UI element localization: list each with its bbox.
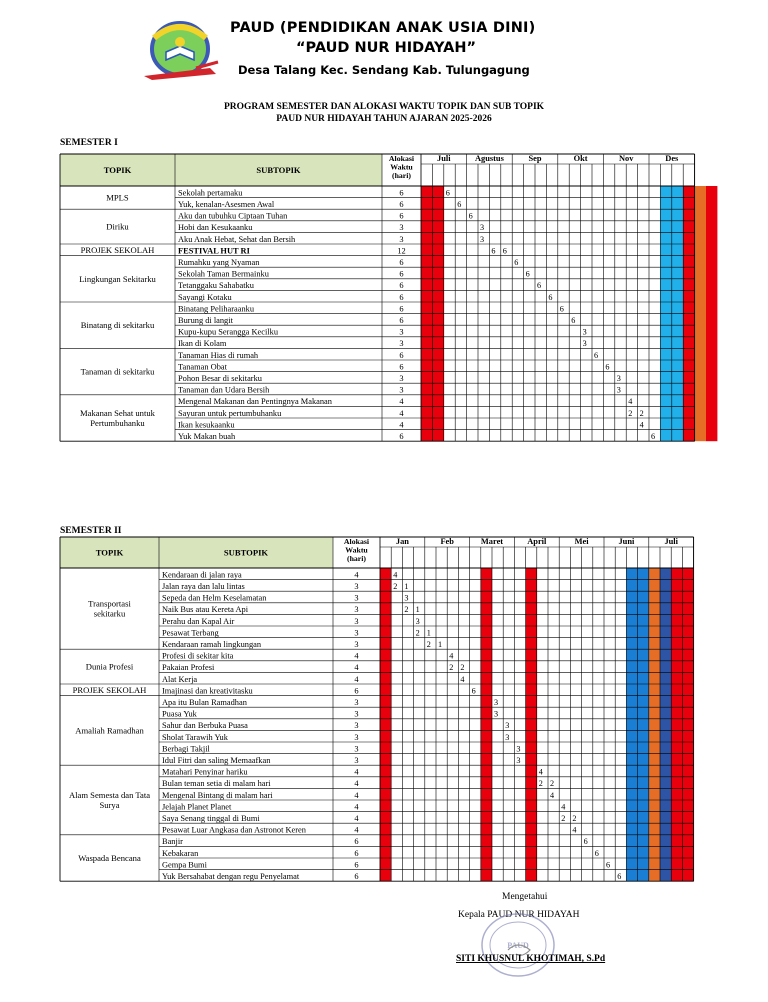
sem2-mark-24-19: 6 bbox=[594, 848, 599, 858]
sem2-mark-8-6: 2 bbox=[449, 663, 454, 673]
sem1-subtopik-17: Tanaman dan Udara Bersih bbox=[178, 385, 270, 395]
sem1-mark-11-13: 6 bbox=[571, 316, 576, 325]
sem2-days-9: 4 bbox=[354, 674, 359, 684]
sem2-week-fill-0 bbox=[380, 568, 391, 881]
sem1-days-7: 6 bbox=[399, 269, 404, 279]
sem2-mark-25-20: 6 bbox=[606, 860, 611, 870]
sem1-topik-5: Tanaman di sekitarku bbox=[80, 366, 155, 377]
sem1-mark-14-15: 6 bbox=[594, 350, 599, 360]
sem1-days-21: 6 bbox=[399, 432, 404, 441]
sem2-days-1: 3 bbox=[354, 582, 359, 591]
sem2-month-6: Juli bbox=[664, 537, 678, 546]
sem1-mark-5-6: 6 bbox=[491, 246, 496, 256]
sem1-mark-21-20: 6 bbox=[651, 432, 656, 441]
sem2-topik-2: PROJEK SEKOLAH bbox=[72, 684, 147, 695]
sem2-mark-4-3: 3 bbox=[415, 616, 420, 626]
sem1-mark-1-3: 6 bbox=[457, 200, 462, 209]
sem2-subtopik-2: Sepeda dan Helm Keselamatan bbox=[162, 593, 267, 603]
sem2-subtopik-15: Berbagi Takjil bbox=[162, 744, 210, 754]
sem2-topik-4: Alam Semesta dan Tata bbox=[68, 790, 151, 800]
sem2-days-25: 6 bbox=[354, 860, 359, 870]
sem1-days-15: 6 bbox=[399, 362, 404, 372]
sem1-subtopik-21: Yuk Makan buah bbox=[178, 432, 236, 441]
sem2-mark-6-4: 2 bbox=[426, 640, 431, 649]
sem2-week-fill-25 bbox=[660, 568, 671, 881]
sem2-subtopik-9: Alat Kerja bbox=[162, 674, 198, 684]
sem2-mark-13-11: 3 bbox=[505, 721, 510, 731]
sem2-week-fill-26 bbox=[671, 568, 682, 881]
sem1-mark-16-17: 3 bbox=[616, 374, 621, 383]
sem2-days-15: 3 bbox=[354, 744, 359, 754]
principal-name: SITI KHUSNUL KHOTIMAH, S.Pd bbox=[456, 954, 606, 964]
sem2-header-alokasi: Alokasi bbox=[343, 537, 370, 546]
sem1-subtopik-10: Binatang Peliharaanku bbox=[178, 304, 255, 314]
sem1-subtopik-3: Hobi dan Kesukaanku bbox=[178, 223, 253, 233]
sem1-mark-3-5: 3 bbox=[480, 223, 485, 233]
sem2-month-0: Jan bbox=[395, 537, 409, 546]
sem2-mark-11-10: 3 bbox=[494, 698, 499, 707]
sem2-month-2: Maret bbox=[480, 537, 504, 546]
sem2-days-7: 4 bbox=[354, 651, 359, 661]
sem1-topik-3: Lingkungan Sekitarku bbox=[79, 273, 156, 284]
sem2-days-14: 3 bbox=[354, 732, 359, 742]
sem1-days-19: 4 bbox=[399, 408, 404, 418]
school-address: Desa Talang Kec. Sendang Kab. Tulungagung bbox=[238, 63, 530, 77]
sem2-subtopik-6: Kendaraan ramah lingkungan bbox=[162, 640, 262, 649]
sem1-subtopik-12: Kupu-kupu Serangga Kecilku bbox=[178, 327, 279, 337]
sem2-days-3: 3 bbox=[354, 605, 359, 615]
sem2-topik-4: Surya bbox=[99, 800, 120, 810]
sem1-topik-6: Makanan Sehat untuk bbox=[80, 408, 155, 418]
sem1-mark-10-12: 6 bbox=[559, 304, 564, 314]
sem2-days-23: 6 bbox=[354, 837, 359, 847]
sem1-subtopik-20: Ikan kesukaanku bbox=[178, 420, 235, 430]
sem1-days-13: 3 bbox=[399, 339, 404, 349]
sem2-days-17: 4 bbox=[354, 767, 359, 777]
sem2-mark-9-7: 4 bbox=[460, 674, 465, 684]
sem2-subtopik-10: Imajinasi dan kreativitasku bbox=[162, 686, 253, 696]
sem2-subtopik-22: Pesawat Luar Angkasa dan Astronot Keren bbox=[162, 825, 306, 835]
sem2-subtopik-13: Sahur dan Berbuka Puasa bbox=[162, 721, 248, 731]
sem2-mark-19-15: 4 bbox=[550, 790, 555, 800]
sem1-days-9: 6 bbox=[399, 292, 404, 302]
school-name-line1: PAUD (PENDIDIKAN ANAK USIA DINI) bbox=[230, 20, 536, 36]
principal-title: Kepala PAUD NUR HIDAYAH bbox=[458, 910, 580, 920]
sem2-mark-12-10: 3 bbox=[494, 709, 499, 719]
sem2-subtopik-11: Apa itu Bulan Ramadhan bbox=[162, 698, 247, 707]
sem1-mark-15-16: 6 bbox=[605, 362, 610, 372]
sem1-subtopik-6: Rumahku yang Nyaman bbox=[178, 258, 260, 267]
sem2-days-4: 3 bbox=[354, 616, 359, 626]
sem2-days-10: 6 bbox=[354, 686, 359, 696]
sem1-mark-7-9: 6 bbox=[525, 269, 530, 279]
sem2-days-21: 4 bbox=[354, 814, 359, 823]
sem2-month-4: Mei bbox=[574, 537, 589, 546]
sem1-subtopik-14: Tanaman Hias di rumah bbox=[178, 350, 259, 360]
sem2-mark-5-3: 2 bbox=[415, 628, 420, 638]
sem1-subtopik-5: FESTIVAL HUT RI bbox=[178, 246, 250, 256]
sem1-mark-17-17: 3 bbox=[616, 385, 621, 395]
sem1-days-0: 6 bbox=[399, 188, 404, 198]
sem2-mark-20-16: 4 bbox=[561, 802, 566, 812]
sem1-mark-8-10: 6 bbox=[537, 281, 542, 291]
sem1-days-16: 3 bbox=[399, 374, 404, 383]
sem1-header-alokasi: Alokasi bbox=[388, 154, 415, 163]
sem2-mark-21-16: 2 bbox=[561, 814, 566, 823]
sem2-days-24: 6 bbox=[354, 848, 359, 858]
document-subtitle: PAUD NUR HIDAYAH TAHUN AJARAN 2025-2026 bbox=[276, 114, 492, 124]
sem2-days-16: 3 bbox=[354, 756, 359, 765]
sem1-days-4: 3 bbox=[399, 234, 404, 244]
sem2-mark-3-2: 2 bbox=[404, 605, 409, 615]
sem1-mark-19-19: 2 bbox=[639, 408, 644, 418]
sem1-month-1: Agustus bbox=[474, 154, 504, 163]
sem1-days-11: 6 bbox=[399, 316, 404, 325]
sem2-header-subtopik: SUBTOPIK bbox=[223, 547, 269, 558]
sem2-week-fill-24 bbox=[649, 568, 660, 881]
sem2-days-20: 4 bbox=[354, 802, 359, 812]
mengetahui-text: Mengetahui bbox=[502, 892, 548, 902]
sem2-mark-18-15: 2 bbox=[550, 779, 555, 789]
sem1-subtopik-7: Sekolah Taman Bermainku bbox=[178, 269, 269, 279]
sem1-mark-12-14: 3 bbox=[582, 327, 587, 337]
semester1-label: SEMESTER I bbox=[60, 138, 118, 148]
sem2-days-8: 4 bbox=[354, 663, 359, 673]
sem1-mark-6-8: 6 bbox=[514, 258, 519, 267]
sem1-subtopik-13: Ikan di Kolam bbox=[178, 339, 227, 349]
school-name-line2: “PAUD NUR HIDAYAH” bbox=[296, 40, 476, 56]
sem2-header-alokasi: (hari) bbox=[346, 554, 367, 563]
document-title: PROGRAM SEMESTER DAN ALOKASI WAKTU TOPIK DAN SUB TOPIK bbox=[223, 102, 545, 112]
sem2-mark-8-7: 2 bbox=[460, 663, 465, 673]
sem1-topik-0: MPLS bbox=[106, 192, 129, 203]
sem2-topik-0: Transportasi bbox=[88, 598, 131, 609]
sem1-month-0: Juli bbox=[437, 154, 451, 163]
sem2-subtopik-23: Banjir bbox=[162, 837, 183, 847]
sem2-days-13: 3 bbox=[354, 721, 359, 731]
sem2-mark-22-17: 4 bbox=[572, 825, 577, 835]
sem2-month-3: April bbox=[527, 537, 547, 546]
sem2-week-fill-13 bbox=[526, 568, 537, 881]
sem2-mark-15-12: 3 bbox=[516, 744, 521, 754]
sem2-week-fill-22 bbox=[626, 568, 637, 881]
sem1-days-14: 6 bbox=[399, 350, 404, 360]
sem1-mark-13-14: 3 bbox=[582, 339, 587, 349]
sem2-mark-10-8: 6 bbox=[471, 686, 476, 696]
sem1-month-5: Des bbox=[665, 154, 679, 163]
sem2-mark-2-2: 3 bbox=[404, 593, 409, 603]
sem2-mark-26-21: 6 bbox=[617, 872, 622, 881]
sem1-header-alokasi: (hari) bbox=[391, 171, 412, 180]
sem2-month-5: Juni bbox=[618, 537, 635, 546]
sem1-mark-5-7: 6 bbox=[502, 246, 507, 256]
semester2-label: SEMESTER II bbox=[60, 526, 122, 536]
sem2-mark-21-17: 2 bbox=[572, 814, 577, 823]
sem1-topik-2: PROJEK SEKOLAH bbox=[80, 244, 155, 255]
sem1-topik-6: Pertumbuhanku bbox=[90, 418, 145, 428]
sem1-subtopik-15: Tanaman Obat bbox=[178, 362, 227, 372]
sem2-mark-0-1: 4 bbox=[393, 570, 398, 580]
sem1-subtopik-0: Sekolah pertamaku bbox=[178, 188, 243, 198]
sem1-subtopik-1: Yuk, kenalan-Asesmen Awal bbox=[178, 200, 275, 209]
sem2-mark-16-12: 3 bbox=[516, 756, 521, 765]
sem1-days-12: 3 bbox=[399, 327, 404, 337]
sem1-subtopik-16: Pohon Besar di sekitarku bbox=[178, 374, 262, 383]
sem2-subtopik-5: Pesawat Terbang bbox=[162, 628, 219, 638]
sem2-week-fill-23 bbox=[638, 568, 649, 881]
sem2-mark-23-18: 6 bbox=[583, 837, 588, 847]
sem2-mark-18-14: 2 bbox=[538, 779, 543, 789]
sem1-days-17: 3 bbox=[399, 385, 404, 395]
school-stamp bbox=[478, 910, 558, 980]
sem2-subtopik-12: Puasa Yuk bbox=[162, 709, 197, 719]
sem2-topik-0: sekitarku bbox=[93, 608, 126, 619]
sem1-mark-0-2: 6 bbox=[445, 188, 450, 198]
sem2-days-26: 6 bbox=[354, 872, 359, 881]
sem1-days-6: 6 bbox=[399, 258, 404, 267]
sem2-header-alokasi: Waktu bbox=[345, 545, 368, 555]
sem2-mark-1-1: 2 bbox=[393, 582, 398, 591]
sem1-header-alokasi: Waktu bbox=[390, 162, 413, 172]
sem2-days-2: 3 bbox=[354, 593, 359, 603]
sem2-subtopik-4: Perahu dan Kapal Air bbox=[162, 616, 235, 626]
sem1-days-20: 4 bbox=[399, 420, 404, 430]
sem1-topik-1: Diriku bbox=[106, 221, 129, 232]
sem1-month-4: Nov bbox=[618, 154, 634, 163]
sem2-mark-1-2: 1 bbox=[404, 582, 409, 591]
sem2-subtopik-8: Pakaian Profesi bbox=[162, 663, 215, 673]
sem2-days-22: 4 bbox=[354, 825, 359, 835]
sem1-subtopik-8: Tetanggaku Sahabatku bbox=[178, 281, 254, 291]
sem2-week-fill-9 bbox=[481, 568, 492, 881]
sem2-days-12: 3 bbox=[354, 709, 359, 719]
sem1-topik-4: Binatang di sekitarku bbox=[80, 320, 155, 331]
sem2-subtopik-25: Gempa Bumi bbox=[162, 860, 207, 870]
sem1-subtopik-9: Sayangi Kotaku bbox=[178, 292, 232, 302]
sem2-subtopik-17: Matahari Penyinar hariku bbox=[162, 767, 248, 777]
sem2-mark-6-5: 1 bbox=[438, 640, 443, 649]
sem2-days-11: 3 bbox=[354, 698, 359, 707]
sem1-header-subtopik: SUBTOPIK bbox=[256, 165, 301, 175]
sem1-subtopik-11: Burung di langit bbox=[178, 316, 233, 325]
sem1-header-topik: TOPIK bbox=[103, 165, 132, 175]
sem2-days-5: 3 bbox=[354, 628, 359, 638]
sem1-subtopik-18: Mengenal Makanan dan Pentingnya Makanan bbox=[178, 397, 332, 407]
sem1-days-3: 3 bbox=[399, 223, 404, 233]
sem2-days-18: 4 bbox=[354, 779, 359, 789]
sem1-mark-4-5: 3 bbox=[480, 234, 485, 244]
sem2-subtopik-14: Sholat Tarawih Yuk bbox=[162, 732, 228, 742]
sem2-subtopik-21: Saya Senang tinggal di Bumi bbox=[162, 814, 260, 823]
sem1-subtopik-4: Aku Anak Hebat, Sehat dan Bersih bbox=[178, 234, 296, 244]
svg-text:PAUD: PAUD bbox=[507, 941, 529, 950]
sem1-days-5: 12 bbox=[397, 246, 406, 256]
sem1-days-2: 6 bbox=[399, 211, 404, 221]
sem1-week-fill-25 bbox=[706, 186, 717, 441]
sem2-subtopik-20: Jelajah Planet Planet bbox=[162, 802, 232, 812]
sem2-mark-14-11: 3 bbox=[505, 732, 510, 742]
sem2-subtopik-0: Kendaraan di jalan raya bbox=[162, 570, 242, 580]
sem2-subtopik-18: Bulan teman setia di malam hari bbox=[162, 779, 271, 789]
sem2-mark-3-3: 1 bbox=[415, 605, 420, 615]
sem2-days-6: 3 bbox=[354, 640, 359, 649]
sem1-mark-19-18: 2 bbox=[628, 408, 633, 418]
sem2-subtopik-16: Idul Fitri dan saling Memaafkan bbox=[162, 756, 271, 765]
sem2-days-0: 4 bbox=[354, 570, 359, 580]
sem1-month-2: Sep bbox=[528, 154, 542, 163]
sem1-subtopik-19: Sayuran untuk pertumbuhanku bbox=[178, 408, 282, 418]
sem1-days-10: 6 bbox=[399, 304, 404, 314]
sem2-subtopik-24: Kebakaran bbox=[162, 848, 199, 858]
sem2-subtopik-7: Profesi di sekitar kita bbox=[162, 651, 234, 661]
sem2-mark-17-14: 4 bbox=[538, 767, 543, 777]
sem2-topik-3: Amaliah Ramadhan bbox=[75, 725, 144, 736]
sem1-week-fill-24 bbox=[695, 186, 706, 441]
sem2-week-fill-27 bbox=[682, 568, 693, 881]
sem2-mark-5-4: 1 bbox=[426, 628, 431, 638]
sem2-subtopik-1: Jalan raya dan lalu lintas bbox=[162, 582, 245, 591]
sem1-mark-2-4: 6 bbox=[468, 211, 473, 221]
sem2-topik-5: Waspada Bencana bbox=[78, 853, 141, 863]
sem1-mark-18-18: 4 bbox=[628, 397, 633, 407]
sem1-mark-20-19: 4 bbox=[639, 420, 644, 430]
sem1-days-1: 6 bbox=[399, 200, 404, 209]
sem2-subtopik-26: Yuk Bersahabat dengan regu Penyelamat bbox=[162, 872, 300, 881]
sem2-header-topik: TOPIK bbox=[95, 547, 124, 558]
sem1-month-3: Okt bbox=[573, 154, 588, 163]
sem2-mark-7-6: 4 bbox=[449, 651, 454, 661]
sem2-topik-1: Dunia Profesi bbox=[85, 661, 134, 672]
sem2-subtopik-19: Mengenal Bintang di malam hari bbox=[162, 790, 273, 800]
sem1-days-18: 4 bbox=[399, 397, 404, 407]
sem2-subtopik-3: Naik Bus atau Kereta Api bbox=[162, 605, 249, 615]
sem1-mark-9-11: 6 bbox=[548, 292, 553, 302]
sem2-month-1: Feb bbox=[440, 537, 454, 546]
sem2-days-19: 4 bbox=[354, 790, 359, 800]
sem1-subtopik-2: Aku dan tubuhku Ciptaan Tuhan bbox=[178, 211, 288, 221]
sem1-days-8: 6 bbox=[399, 281, 404, 291]
